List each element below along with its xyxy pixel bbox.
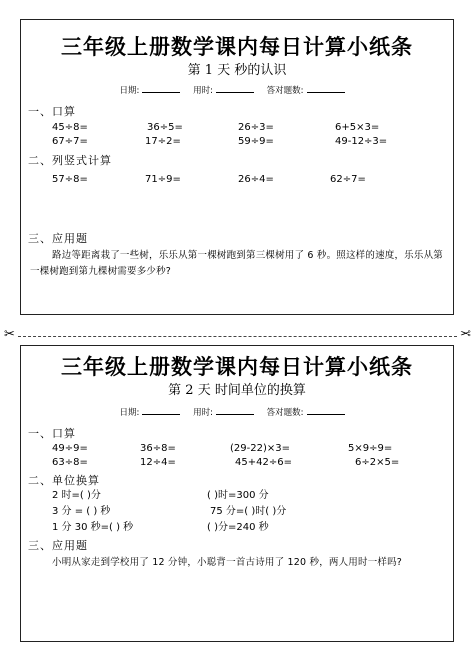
sheet-title: 三年级上册数学课内每日计算小纸条: [61, 34, 413, 59]
scissors-icon: ✂: [4, 327, 15, 342]
problem: 17÷2=: [145, 136, 181, 147]
word-problem-text: 路边等距离栽了一些树，乐乐从第一棵树跑到第三棵树用了 6 秒。照这样的速度，乐乐从第一棵树跑到第九棵树需要多少秒?: [30, 250, 443, 277]
problem: 75 分=( )时( )分: [210, 506, 287, 517]
time-blank[interactable]: [216, 83, 254, 93]
problem: 2 时=( )分: [52, 490, 101, 501]
section-heading-word-problem: 三、应用题: [28, 539, 88, 552]
problem: 49-12÷3=: [335, 136, 388, 147]
problem: ( )时=300 分: [207, 490, 269, 501]
time-blank[interactable]: [216, 405, 254, 415]
problem: 1 分 30 秒=( ) 秒: [52, 522, 134, 533]
problem-row: [21, 505, 453, 519]
sheet-subtitle: 第 2 天 时间单位的换算: [168, 383, 306, 398]
worksheet-day-2: [20, 345, 454, 642]
worksheet-day-1: [20, 19, 454, 315]
problem: 63÷8=: [52, 457, 88, 468]
problem: 45+42÷6=: [235, 457, 292, 468]
sheet-subtitle: 第 1 天 秒的认识: [187, 63, 287, 78]
problem: 12÷4=: [140, 457, 176, 468]
section-heading-word-problem: 三、应用题: [28, 232, 88, 245]
problem-row: [21, 489, 453, 503]
time-label: 用时:: [193, 86, 213, 96]
problem: 26÷4=: [238, 174, 274, 185]
problem: 3 分 = ( ) 秒: [52, 506, 111, 517]
problem: 26÷3=: [238, 122, 274, 133]
problem: 36÷8=: [140, 443, 176, 454]
correct-blank[interactable]: [307, 405, 345, 415]
problem: 6+5×3=: [335, 122, 380, 133]
problem: 71÷9=: [145, 174, 181, 185]
problem: 45÷8=: [52, 122, 88, 133]
problem: 57÷8=: [52, 174, 88, 185]
section-heading-vertical: 二、列竖式计算: [28, 154, 112, 167]
problem: 36÷5=: [147, 122, 183, 133]
sheet-meta: [21, 83, 453, 98]
date-blank[interactable]: [142, 83, 180, 93]
date-label: 日期:: [119, 408, 140, 418]
sheet-title: 三年级上册数学课内每日计算小纸条: [61, 354, 413, 379]
dashed-divider: [18, 336, 457, 337]
problem-row: [21, 442, 453, 456]
sheet-meta: [21, 405, 453, 420]
problem-row: [21, 456, 453, 470]
problem: 59÷9=: [238, 136, 274, 147]
section-heading-oral: 一、口算: [28, 427, 76, 440]
section-heading-oral: 一、口算: [28, 105, 76, 118]
problem: ( )分=240 秒: [207, 522, 269, 533]
word-problem-text: 小明从家走到学校用了 12 分钟，小聪背一首古诗用了 120 秒，两人用时一样吗?: [52, 557, 403, 568]
correct-label: 答对题数:: [266, 408, 304, 418]
problem-row: [21, 173, 453, 187]
problem: (29-22)×3=: [230, 443, 290, 454]
time-label: 用时:: [193, 408, 213, 418]
problem-row: [21, 521, 453, 535]
problem-row: [21, 121, 453, 135]
cut-line: [0, 327, 475, 344]
problem: 67÷7=: [52, 136, 88, 147]
correct-blank[interactable]: [307, 83, 345, 93]
problem: 49÷9=: [52, 443, 88, 454]
problem-row: [21, 135, 453, 149]
section-heading-unit-conversion: 二、单位换算: [28, 474, 100, 487]
scissors-icon: ✂: [460, 327, 471, 342]
correct-label: 答对题数:: [266, 86, 304, 96]
problem: 6÷2×5=: [355, 457, 400, 468]
date-label: 日期:: [119, 86, 140, 96]
date-blank[interactable]: [142, 405, 180, 415]
problem: 62÷7=: [330, 174, 366, 185]
problem: 5×9÷9=: [348, 443, 393, 454]
